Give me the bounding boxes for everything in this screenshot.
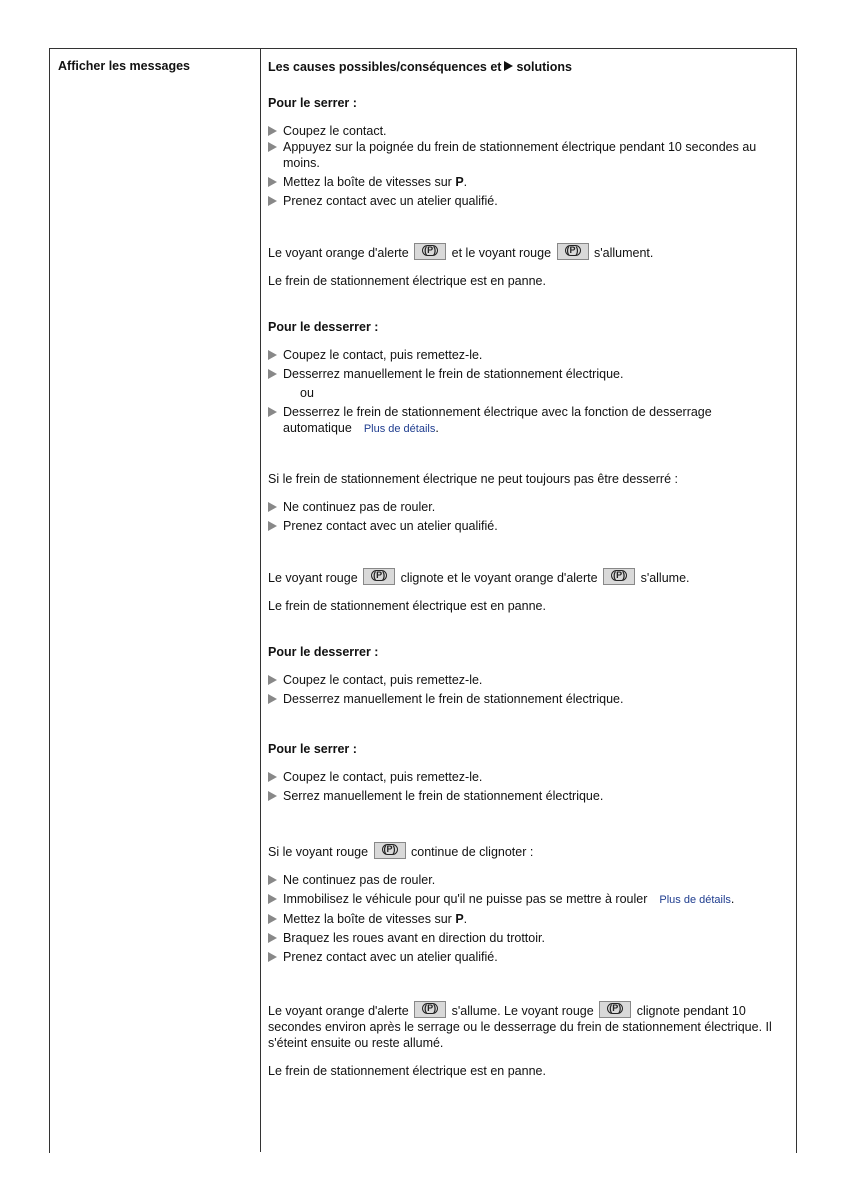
list-item: Ne continuez pas de rouler. xyxy=(268,499,786,515)
list-item: Prenez contact avec un atelier qualifié. xyxy=(268,518,786,534)
solutions-column xyxy=(268,59,786,1079)
arrow-icon xyxy=(268,894,277,904)
arrow-icon xyxy=(268,914,277,924)
arrow-icon xyxy=(268,502,277,512)
arrow-icon xyxy=(268,196,277,206)
arrow-icon xyxy=(504,61,513,71)
fault-text: Le frein de stationnement électrique est en panne. xyxy=(268,274,546,288)
arrow-icon xyxy=(268,407,277,417)
list-item: Braquez les roues avant en direction du trottoir. xyxy=(268,930,786,946)
arrow-icon xyxy=(268,350,277,360)
list-item: Prenez contact avec un atelier qualifié. xyxy=(268,193,786,209)
list-item: Coupez le contact, puis remettez-le. xyxy=(268,769,786,785)
section-heading: Pour le desserrer : xyxy=(268,645,379,659)
list-item: Coupez le contact, puis remettez-le. xyxy=(268,672,786,688)
parking-brake-warning-icon xyxy=(414,1001,446,1018)
arrow-icon xyxy=(268,791,277,801)
list-item: Desserrez manuellement le frein de stationnement électrique. xyxy=(268,366,786,382)
col-header-messages: Afficher les messages xyxy=(58,59,191,73)
list-item: Mettez la boîte de vitesses sur P. xyxy=(268,174,786,190)
section-heading: Pour le desserrer : xyxy=(268,320,379,334)
parking-brake-warning-icon xyxy=(414,243,446,260)
list-item: Immobilisez le véhicule pour qu'il ne puisse pas se mettre à rouler Plus de détails. xyxy=(268,891,786,908)
condition-text: Si le voyant rouge (P) continue de clignoter : xyxy=(268,842,786,860)
list-item: Desserrez manuellement le frein de stationnement électrique. xyxy=(268,691,786,707)
details-link[interactable]: Plus de détails xyxy=(363,423,436,435)
arrow-icon xyxy=(268,952,277,962)
parking-brake-warning-icon xyxy=(363,568,395,585)
list-item: Coupez le contact. xyxy=(268,123,786,139)
fault-text: Le frein de stationnement électrique est en panne. xyxy=(268,599,546,613)
details-link[interactable]: Plus de détails xyxy=(659,894,731,906)
section-heading: Pour le serrer : xyxy=(268,742,357,756)
parking-brake-warning-icon xyxy=(603,568,635,585)
list-item: Ne continuez pas de rouler. xyxy=(268,872,786,888)
indicator-description: Le voyant rouge (P) clignote et le voyant orange d'alerte (P) s'allume. xyxy=(268,568,786,586)
list-item: Mettez la boîte de vitesses sur P. xyxy=(268,911,786,927)
parking-brake-warning-icon xyxy=(557,243,589,260)
arrow-icon xyxy=(268,694,277,704)
list-item: Appuyez sur la poignée du frein de stationnement électrique pendant 10 secondes au moins. xyxy=(268,139,786,171)
col-header-solutions: Les causes possibles/conséquences et solutions xyxy=(268,60,573,74)
parking-brake-warning-icon xyxy=(374,842,406,859)
arrow-icon xyxy=(268,933,277,943)
list-item: Coupez le contact, puis remettez-le. xyxy=(268,347,786,363)
fault-text: Le frein de stationnement électrique est en panne. xyxy=(268,1064,546,1078)
section-heading: Pour le serrer : xyxy=(268,96,357,110)
list-item: Prenez contact avec un atelier qualifié. xyxy=(268,949,786,965)
arrow-icon xyxy=(268,177,277,187)
arrow-icon xyxy=(268,142,277,152)
condition-text: Si le frein de stationnement électrique ne peut toujours pas être desserré : xyxy=(268,472,678,486)
arrow-icon xyxy=(268,126,277,136)
parking-brake-warning-icon xyxy=(599,1001,631,1018)
arrow-icon xyxy=(268,369,277,379)
or-text: ou xyxy=(300,386,314,400)
list-item: Desserrez le frein de stationnement électrique avec la fonction de desserrage automatique Plus de détails. xyxy=(268,404,786,437)
arrow-icon xyxy=(268,875,277,885)
indicator-description: Le voyant orange d'alerte (P) s'allume. Le voyant rouge (P) clignote pendant 10 secondes environ après le serrage ou le desserrage du frein de stationnement électrique. Il s'éteint ensuite ou reste allumé. xyxy=(268,1001,786,1051)
indicator-description: Le voyant orange d'alerte (P) et le voyant rouge (P) s'allument. xyxy=(268,243,786,261)
arrow-icon xyxy=(268,772,277,782)
list-item: Serrez manuellement le frein de stationnement électrique. xyxy=(268,788,786,804)
arrow-icon xyxy=(268,521,277,531)
column-divider xyxy=(260,48,261,1152)
arrow-icon xyxy=(268,675,277,685)
